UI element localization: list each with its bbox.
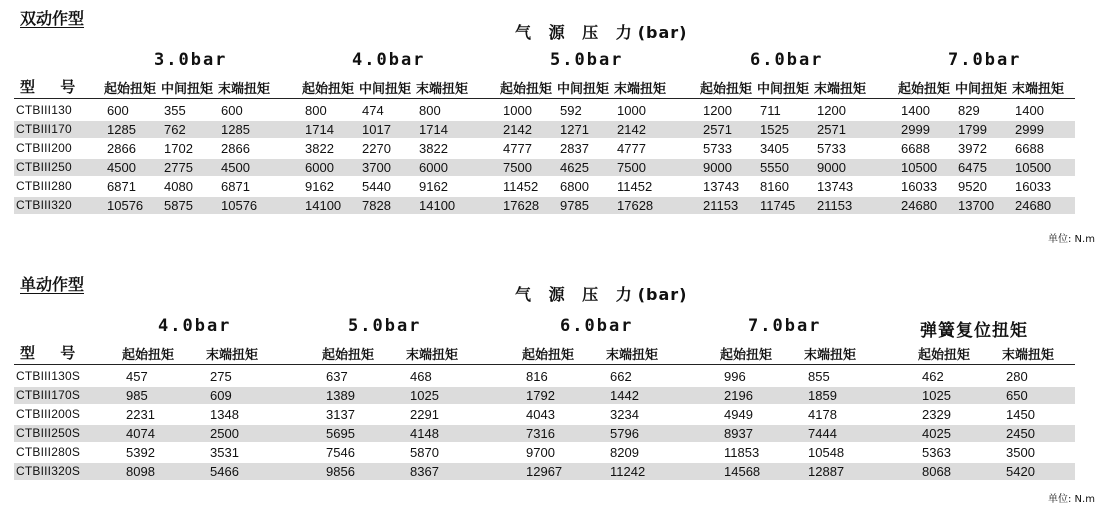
double-torque-cell: 11745 xyxy=(760,198,796,213)
single-sub-header: 起始扭矩 xyxy=(322,348,375,363)
double-torque-cell: 5875 xyxy=(164,198,193,213)
single-torque-cell: 462 xyxy=(922,369,944,384)
double-sub-header: 末端扭矩 xyxy=(416,82,469,97)
single-torque-cell: 8367 xyxy=(410,464,439,479)
single-section-title: 单动作型 xyxy=(20,275,85,294)
double-torque-cell: 1271 xyxy=(560,122,589,137)
double-torque-cell: 17628 xyxy=(503,198,540,213)
single-torque-cell: 8937 xyxy=(724,426,753,441)
single-torque-cell: 4148 xyxy=(410,426,439,441)
single-sub-header: 起始扭矩 xyxy=(918,348,971,363)
double-torque-cell: 1525 xyxy=(760,122,789,137)
double-torque-cell: 8160 xyxy=(760,179,789,194)
single-header-rule xyxy=(14,364,1075,365)
double-torque-cell: 6688 xyxy=(901,141,930,156)
double-torque-cell: 600 xyxy=(107,103,129,118)
double-torque-cell: 6800 xyxy=(560,179,589,194)
double-torque-cell: 9000 xyxy=(817,160,846,175)
single-sub-header: 起始扭矩 xyxy=(122,348,175,363)
single-sub-header: 起始扭矩 xyxy=(522,348,575,363)
double-sub-header: 中间扭矩 xyxy=(557,82,610,97)
single-torque-cell: 8098 xyxy=(126,464,155,479)
double-torque-cell: 6871 xyxy=(221,179,250,194)
double-torque-cell: 9000 xyxy=(703,160,732,175)
double-torque-cell: 2837 xyxy=(560,141,589,156)
single-torque-cell: 10548 xyxy=(808,445,845,460)
double-sub-header: 末端扭矩 xyxy=(218,82,271,97)
double-torque-cell: 13700 xyxy=(958,198,995,213)
double-torque-cell: 3700 xyxy=(362,160,391,175)
double-row-model: CTBIII170 xyxy=(16,122,72,136)
single-torque-cell: 9700 xyxy=(526,445,555,460)
double-pressure-label: 气 源 压 力 xyxy=(515,23,638,42)
double-torque-cell: 6475 xyxy=(958,160,987,175)
double-torque-cell: 9520 xyxy=(958,179,987,194)
single-row-model: CTBIII200S xyxy=(16,407,81,421)
double-sub-header: 末端扭矩 xyxy=(1012,82,1065,97)
double-torque-cell: 3822 xyxy=(305,141,334,156)
double-torque-cell: 2866 xyxy=(107,141,136,156)
double-group-header: 7.0bar xyxy=(948,50,1022,70)
single-torque-cell: 2231 xyxy=(126,407,155,422)
single-group-header: 7.0bar xyxy=(748,316,822,336)
single-torque-cell: 275 xyxy=(210,369,232,384)
double-torque-cell: 10500 xyxy=(1015,160,1052,175)
single-sub-header: 起始扭矩 xyxy=(720,348,773,363)
single-torque-cell: 9856 xyxy=(326,464,355,479)
double-torque-cell: 1000 xyxy=(503,103,532,118)
double-torque-cell: 4777 xyxy=(617,141,646,156)
single-torque-cell: 4949 xyxy=(724,407,753,422)
double-torque-cell: 2571 xyxy=(703,122,732,137)
single-group-header: 4.0bar xyxy=(158,316,232,336)
double-torque-cell: 5440 xyxy=(362,179,391,194)
double-torque-cell: 4500 xyxy=(107,160,136,175)
double-sub-header: 起始扭矩 xyxy=(500,82,553,97)
double-sub-header: 起始扭矩 xyxy=(898,82,951,97)
single-torque-cell: 5363 xyxy=(922,445,951,460)
single-torque-cell: 2329 xyxy=(922,407,951,422)
single-row-model: CTBIII280S xyxy=(16,445,81,459)
single-torque-cell: 996 xyxy=(724,369,746,384)
double-sub-header: 中间扭矩 xyxy=(161,82,214,97)
single-torque-cell: 5695 xyxy=(326,426,355,441)
double-torque-cell: 13743 xyxy=(817,179,854,194)
single-torque-cell: 2196 xyxy=(724,388,753,403)
double-torque-cell: 10576 xyxy=(221,198,258,213)
single-pressure-unit: (bar) xyxy=(637,285,688,304)
double-torque-cell: 829 xyxy=(958,103,980,118)
double-torque-cell: 1714 xyxy=(419,122,448,137)
double-torque-cell: 24680 xyxy=(901,198,938,213)
double-torque-cell: 11452 xyxy=(503,179,539,194)
single-torque-cell: 1792 xyxy=(526,388,555,403)
double-sub-header: 末端扭矩 xyxy=(814,82,867,97)
single-torque-cell: 816 xyxy=(526,369,548,384)
double-torque-cell: 10576 xyxy=(107,198,144,213)
double-torque-cell: 4500 xyxy=(221,160,250,175)
double-torque-cell: 2571 xyxy=(817,122,846,137)
double-torque-cell: 355 xyxy=(164,103,186,118)
single-sub-header: 末端扭矩 xyxy=(606,348,659,363)
double-torque-cell: 1200 xyxy=(703,103,732,118)
single-torque-cell: 1025 xyxy=(410,388,439,403)
double-row-model: CTBIII130 xyxy=(16,103,72,117)
double-torque-cell: 7828 xyxy=(362,198,391,213)
single-sub-header: 末端扭矩 xyxy=(406,348,459,363)
double-torque-cell: 2866 xyxy=(221,141,250,156)
single-torque-cell: 2500 xyxy=(210,426,239,441)
double-torque-cell: 2270 xyxy=(362,141,391,156)
single-torque-cell: 662 xyxy=(610,369,632,384)
double-torque-cell: 1017 xyxy=(362,122,391,137)
double-torque-cell: 1000 xyxy=(617,103,646,118)
single-torque-cell: 7546 xyxy=(326,445,355,460)
double-torque-cell: 2999 xyxy=(901,122,930,137)
double-torque-cell: 9785 xyxy=(560,198,589,213)
single-torque-cell: 1442 xyxy=(610,388,639,403)
double-torque-cell: 711 xyxy=(760,103,781,118)
single-pressure-label: 气 源 压 力 xyxy=(515,285,638,304)
double-torque-cell: 1285 xyxy=(221,122,250,137)
double-torque-cell: 5550 xyxy=(760,160,789,175)
double-torque-cell: 14100 xyxy=(305,198,342,213)
double-torque-cell: 4625 xyxy=(560,160,589,175)
double-torque-cell: 1799 xyxy=(958,122,987,137)
double-group-header: 5.0bar xyxy=(550,50,624,70)
double-torque-cell: 1400 xyxy=(901,103,930,118)
single-torque-cell: 280 xyxy=(1006,369,1028,384)
double-torque-cell: 800 xyxy=(305,103,327,118)
double-torque-cell: 4777 xyxy=(503,141,532,156)
single-row-model: CTBIII320S xyxy=(16,464,81,478)
single-torque-cell: 3500 xyxy=(1006,445,1035,460)
single-group-header: 弹簧复位扭矩 xyxy=(920,321,1028,341)
single-torque-cell: 11853 xyxy=(724,445,760,460)
single-torque-cell: 4025 xyxy=(922,426,951,441)
double-group-header: 3.0bar xyxy=(154,50,228,70)
single-torque-cell: 1859 xyxy=(808,388,837,403)
double-torque-cell: 7500 xyxy=(617,160,646,175)
double-torque-cell: 2775 xyxy=(164,160,193,175)
double-torque-cell: 1285 xyxy=(107,122,136,137)
double-torque-cell: 10500 xyxy=(901,160,938,175)
double-sub-header: 中间扭矩 xyxy=(955,82,1008,97)
double-torque-cell: 21153 xyxy=(817,198,853,213)
double-torque-cell: 474 xyxy=(362,103,384,118)
double-torque-cell: 4080 xyxy=(164,179,193,194)
single-torque-cell: 855 xyxy=(808,369,830,384)
single-torque-cell: 4043 xyxy=(526,407,555,422)
double-torque-cell: 6000 xyxy=(419,160,448,175)
single-torque-cell: 637 xyxy=(326,369,348,384)
single-torque-cell: 5466 xyxy=(210,464,239,479)
single-torque-cell: 12967 xyxy=(526,464,563,479)
double-torque-cell: 1200 xyxy=(817,103,846,118)
single-torque-cell: 457 xyxy=(126,369,148,384)
double-torque-cell: 3822 xyxy=(419,141,448,156)
double-torque-cell: 762 xyxy=(164,122,186,137)
double-sub-header: 起始扭矩 xyxy=(700,82,753,97)
single-group-header: 5.0bar xyxy=(348,316,422,336)
single-torque-cell: 3531 xyxy=(210,445,239,460)
double-sub-header: 中间扭矩 xyxy=(359,82,412,97)
double-torque-cell: 5733 xyxy=(817,141,846,156)
double-torque-cell: 5733 xyxy=(703,141,732,156)
single-torque-cell: 5796 xyxy=(610,426,639,441)
double-group-header: 6.0bar xyxy=(750,50,824,70)
double-sub-header: 末端扭矩 xyxy=(614,82,667,97)
single-torque-cell: 12887 xyxy=(808,464,845,479)
single-group-header: 6.0bar xyxy=(560,316,634,336)
single-torque-cell: 2450 xyxy=(1006,426,1035,441)
double-torque-cell: 14100 xyxy=(419,198,456,213)
double-torque-cell: 21153 xyxy=(703,198,739,213)
double-sub-header: 起始扭矩 xyxy=(104,82,157,97)
single-sub-header: 末端扭矩 xyxy=(1002,348,1055,363)
double-torque-cell: 1702 xyxy=(164,141,193,156)
single-model-header: 型 号 xyxy=(20,344,86,362)
double-torque-cell: 2999 xyxy=(1015,122,1044,137)
double-torque-cell: 24680 xyxy=(1015,198,1052,213)
double-unit-note: 单位: N.m xyxy=(1048,234,1095,245)
double-torque-cell: 11452 xyxy=(617,179,653,194)
single-torque-cell: 650 xyxy=(1006,388,1028,403)
single-sub-header: 末端扭矩 xyxy=(804,348,857,363)
double-section-title: 双动作型 xyxy=(20,9,85,28)
double-torque-cell: 600 xyxy=(221,103,243,118)
double-model-header: 型 号 xyxy=(20,78,86,96)
single-sub-header: 末端扭矩 xyxy=(206,348,259,363)
double-torque-cell: 1714 xyxy=(305,122,334,137)
single-torque-cell: 468 xyxy=(410,369,432,384)
single-torque-cell: 2291 xyxy=(410,407,439,422)
single-torque-cell: 8209 xyxy=(610,445,639,460)
single-torque-cell: 985 xyxy=(126,388,148,403)
double-pressure-title xyxy=(515,20,687,43)
single-pressure-title xyxy=(515,282,687,305)
double-row-model: CTBIII280 xyxy=(16,179,72,193)
single-torque-cell: 1348 xyxy=(210,407,239,422)
single-torque-cell: 5420 xyxy=(1006,464,1035,479)
double-header-rule xyxy=(14,98,1075,99)
double-torque-cell: 3405 xyxy=(760,141,789,156)
double-torque-cell: 13743 xyxy=(703,179,740,194)
single-torque-cell: 8068 xyxy=(922,464,951,479)
double-torque-cell: 7500 xyxy=(503,160,532,175)
double-torque-cell: 6688 xyxy=(1015,141,1044,156)
double-torque-cell: 9162 xyxy=(419,179,448,194)
double-torque-cell: 6000 xyxy=(305,160,334,175)
single-torque-cell: 4178 xyxy=(808,407,837,422)
single-torque-cell: 3234 xyxy=(610,407,639,422)
single-row-model: CTBIII250S xyxy=(16,426,81,440)
double-torque-cell: 16033 xyxy=(1015,179,1052,194)
double-sub-header: 起始扭矩 xyxy=(302,82,355,97)
double-torque-cell: 2142 xyxy=(617,122,646,137)
single-row-model: CTBIII130S xyxy=(16,369,81,383)
single-torque-cell: 3137 xyxy=(326,407,355,422)
double-torque-cell: 16033 xyxy=(901,179,938,194)
single-torque-cell: 7316 xyxy=(526,426,555,441)
single-torque-cell: 5392 xyxy=(126,445,155,460)
double-torque-cell: 9162 xyxy=(305,179,334,194)
single-torque-cell: 609 xyxy=(210,388,232,403)
double-group-header: 4.0bar xyxy=(352,50,426,70)
single-torque-cell: 1389 xyxy=(326,388,355,403)
double-row-model: CTBIII200 xyxy=(16,141,72,155)
double-torque-cell: 800 xyxy=(419,103,441,118)
double-sub-header: 中间扭矩 xyxy=(757,82,810,97)
single-torque-cell: 14568 xyxy=(724,464,761,479)
single-torque-cell: 1450 xyxy=(1006,407,1035,422)
double-torque-cell: 6871 xyxy=(107,179,136,194)
double-row-model: CTBIII320 xyxy=(16,198,72,212)
single-torque-cell: 1025 xyxy=(922,388,951,403)
double-torque-cell: 592 xyxy=(560,103,582,118)
single-torque-cell: 4074 xyxy=(126,426,155,441)
single-torque-cell: 5870 xyxy=(410,445,439,460)
double-row-model: CTBIII250 xyxy=(16,160,72,174)
single-row-model: CTBIII170S xyxy=(16,388,81,402)
double-torque-cell: 1400 xyxy=(1015,103,1044,118)
single-torque-cell: 11242 xyxy=(610,464,646,479)
double-torque-cell: 3972 xyxy=(958,141,987,156)
double-torque-cell: 2142 xyxy=(503,122,532,137)
single-torque-cell: 7444 xyxy=(808,426,837,441)
single-unit-note: 单位: N.m xyxy=(1048,494,1095,505)
double-torque-cell: 17628 xyxy=(617,198,654,213)
double-pressure-unit: (bar) xyxy=(637,23,688,42)
